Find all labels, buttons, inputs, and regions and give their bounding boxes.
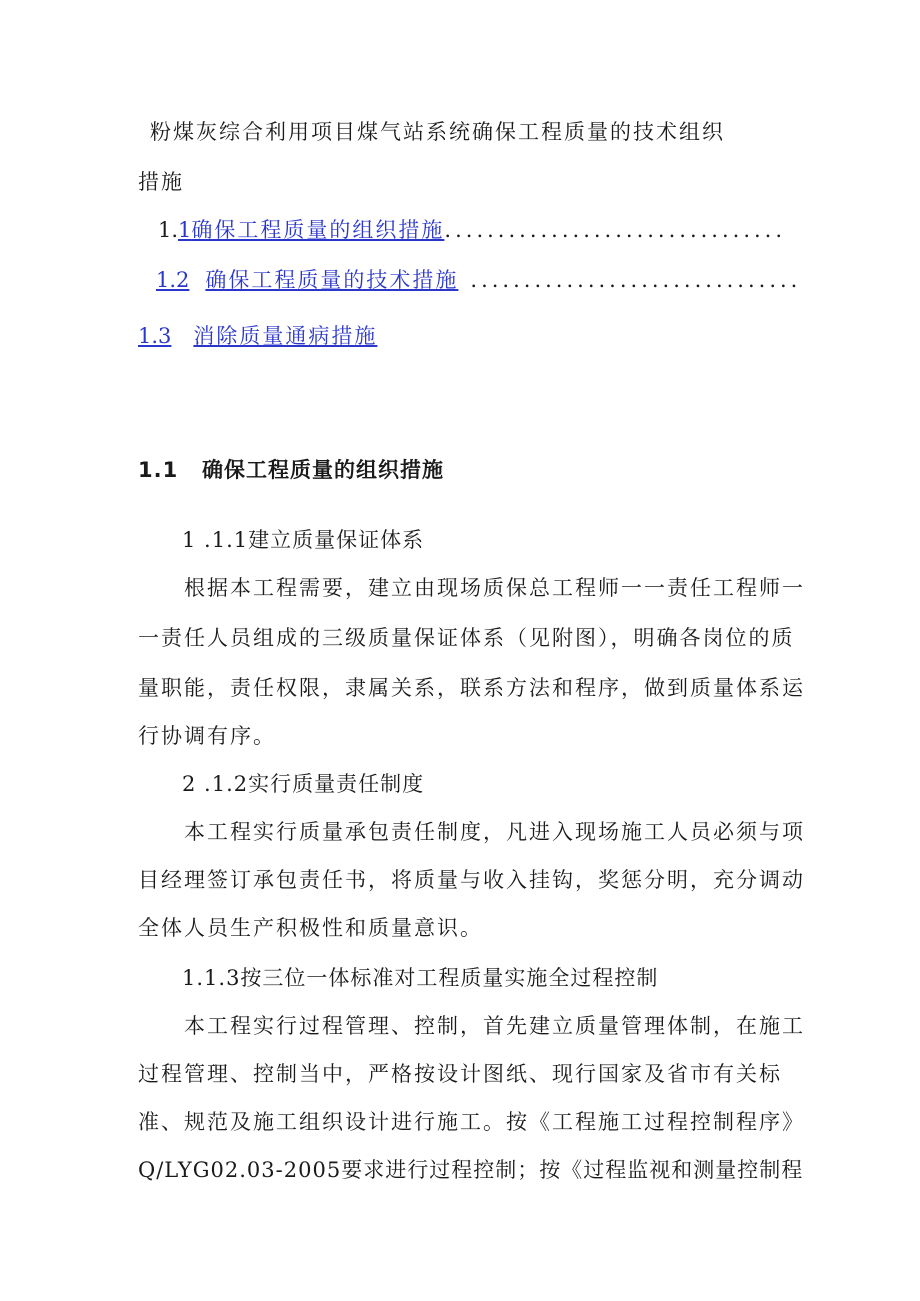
- toc-entry-1-number: 1: [178, 218, 192, 242]
- paragraph-2-line-3: 全体人员生产积极性和质量意识。: [138, 916, 483, 940]
- toc-leader-dots-1: ................................: [444, 218, 787, 242]
- paragraph-3-line-4: Q/LYG02.03-2005要求进行过程控制；按《过程监视和测量控制程: [138, 1158, 804, 1182]
- paragraph-3-line-3: 准、规范及施工组织设计进行施工。按《工程施工过程控制程序》: [138, 1110, 805, 1134]
- toc-link-2-label[interactable]: 确保工程质量的技术措施: [205, 268, 459, 292]
- toc-entry-3: [138, 322, 377, 350]
- document-title-line-2: 措施: [138, 170, 184, 194]
- toc-entry-2-number: 1.2: [156, 268, 190, 292]
- section-heading-number: 1.1: [138, 458, 179, 482]
- paragraph-1-line-2: 一责任人员组成的三级质量保证体系（见附图），明确各岗位的质: [138, 626, 795, 650]
- paragraph-1-line-1: 根据本工程需要，建立由现场质保总工程师一一责任工程师一: [184, 576, 805, 600]
- section-heading: [138, 456, 444, 484]
- toc-entry-2: [156, 266, 801, 294]
- paragraph-2-line-1: 本工程实行质量承包责任制度，凡进入现场施工人员必须与项: [184, 820, 805, 844]
- toc-link-2[interactable]: [156, 268, 189, 292]
- subsection-1-heading: 1 .1.1建立质量保证体系: [182, 528, 425, 552]
- paragraph-2-line-2: 目经理签订承包责任书，将质量与收入挂钩，奖惩分明，充分调动: [138, 868, 805, 892]
- subsection-3-heading: 1.1.3按三位一体标准对工程质量实施全过程控制: [182, 966, 659, 990]
- section-heading-title: 确保工程质量的组织措施: [202, 458, 444, 482]
- paragraph-1-line-4: 行协调有序。: [138, 724, 276, 748]
- toc-entry-3-number: 1.3: [138, 324, 172, 348]
- toc-entry-1-label: 确保工程质量的组织措施: [191, 218, 445, 242]
- toc-link-3[interactable]: [138, 324, 171, 348]
- subsection-2-heading: 2 .1.2实行质量责任制度: [182, 772, 425, 796]
- paragraph-1-line-3: 量职能，责任权限，隶属关系，联系方法和程序，做到质量体系运: [138, 676, 805, 700]
- paragraph-3-line-2: 过程管理、控制当中，严格按设计图纸、现行国家及省市有关标: [138, 1062, 782, 1086]
- toc-link-3-label[interactable]: 消除质量通病措施: [193, 324, 378, 348]
- paragraph-3-line-1: 本工程实行过程管理、控制，首先建立质量管理体制，在施工: [184, 1014, 805, 1038]
- document-title-line-1: 粉煤灰综合利用项目煤气站系统确保工程质量的技术组织: [150, 120, 725, 144]
- toc-leader-dots-2: ...............................: [470, 268, 802, 292]
- toc-entry-1-prefix: 1.: [158, 218, 179, 242]
- toc-entry-1: [158, 216, 786, 244]
- toc-link-1[interactable]: [178, 218, 444, 242]
